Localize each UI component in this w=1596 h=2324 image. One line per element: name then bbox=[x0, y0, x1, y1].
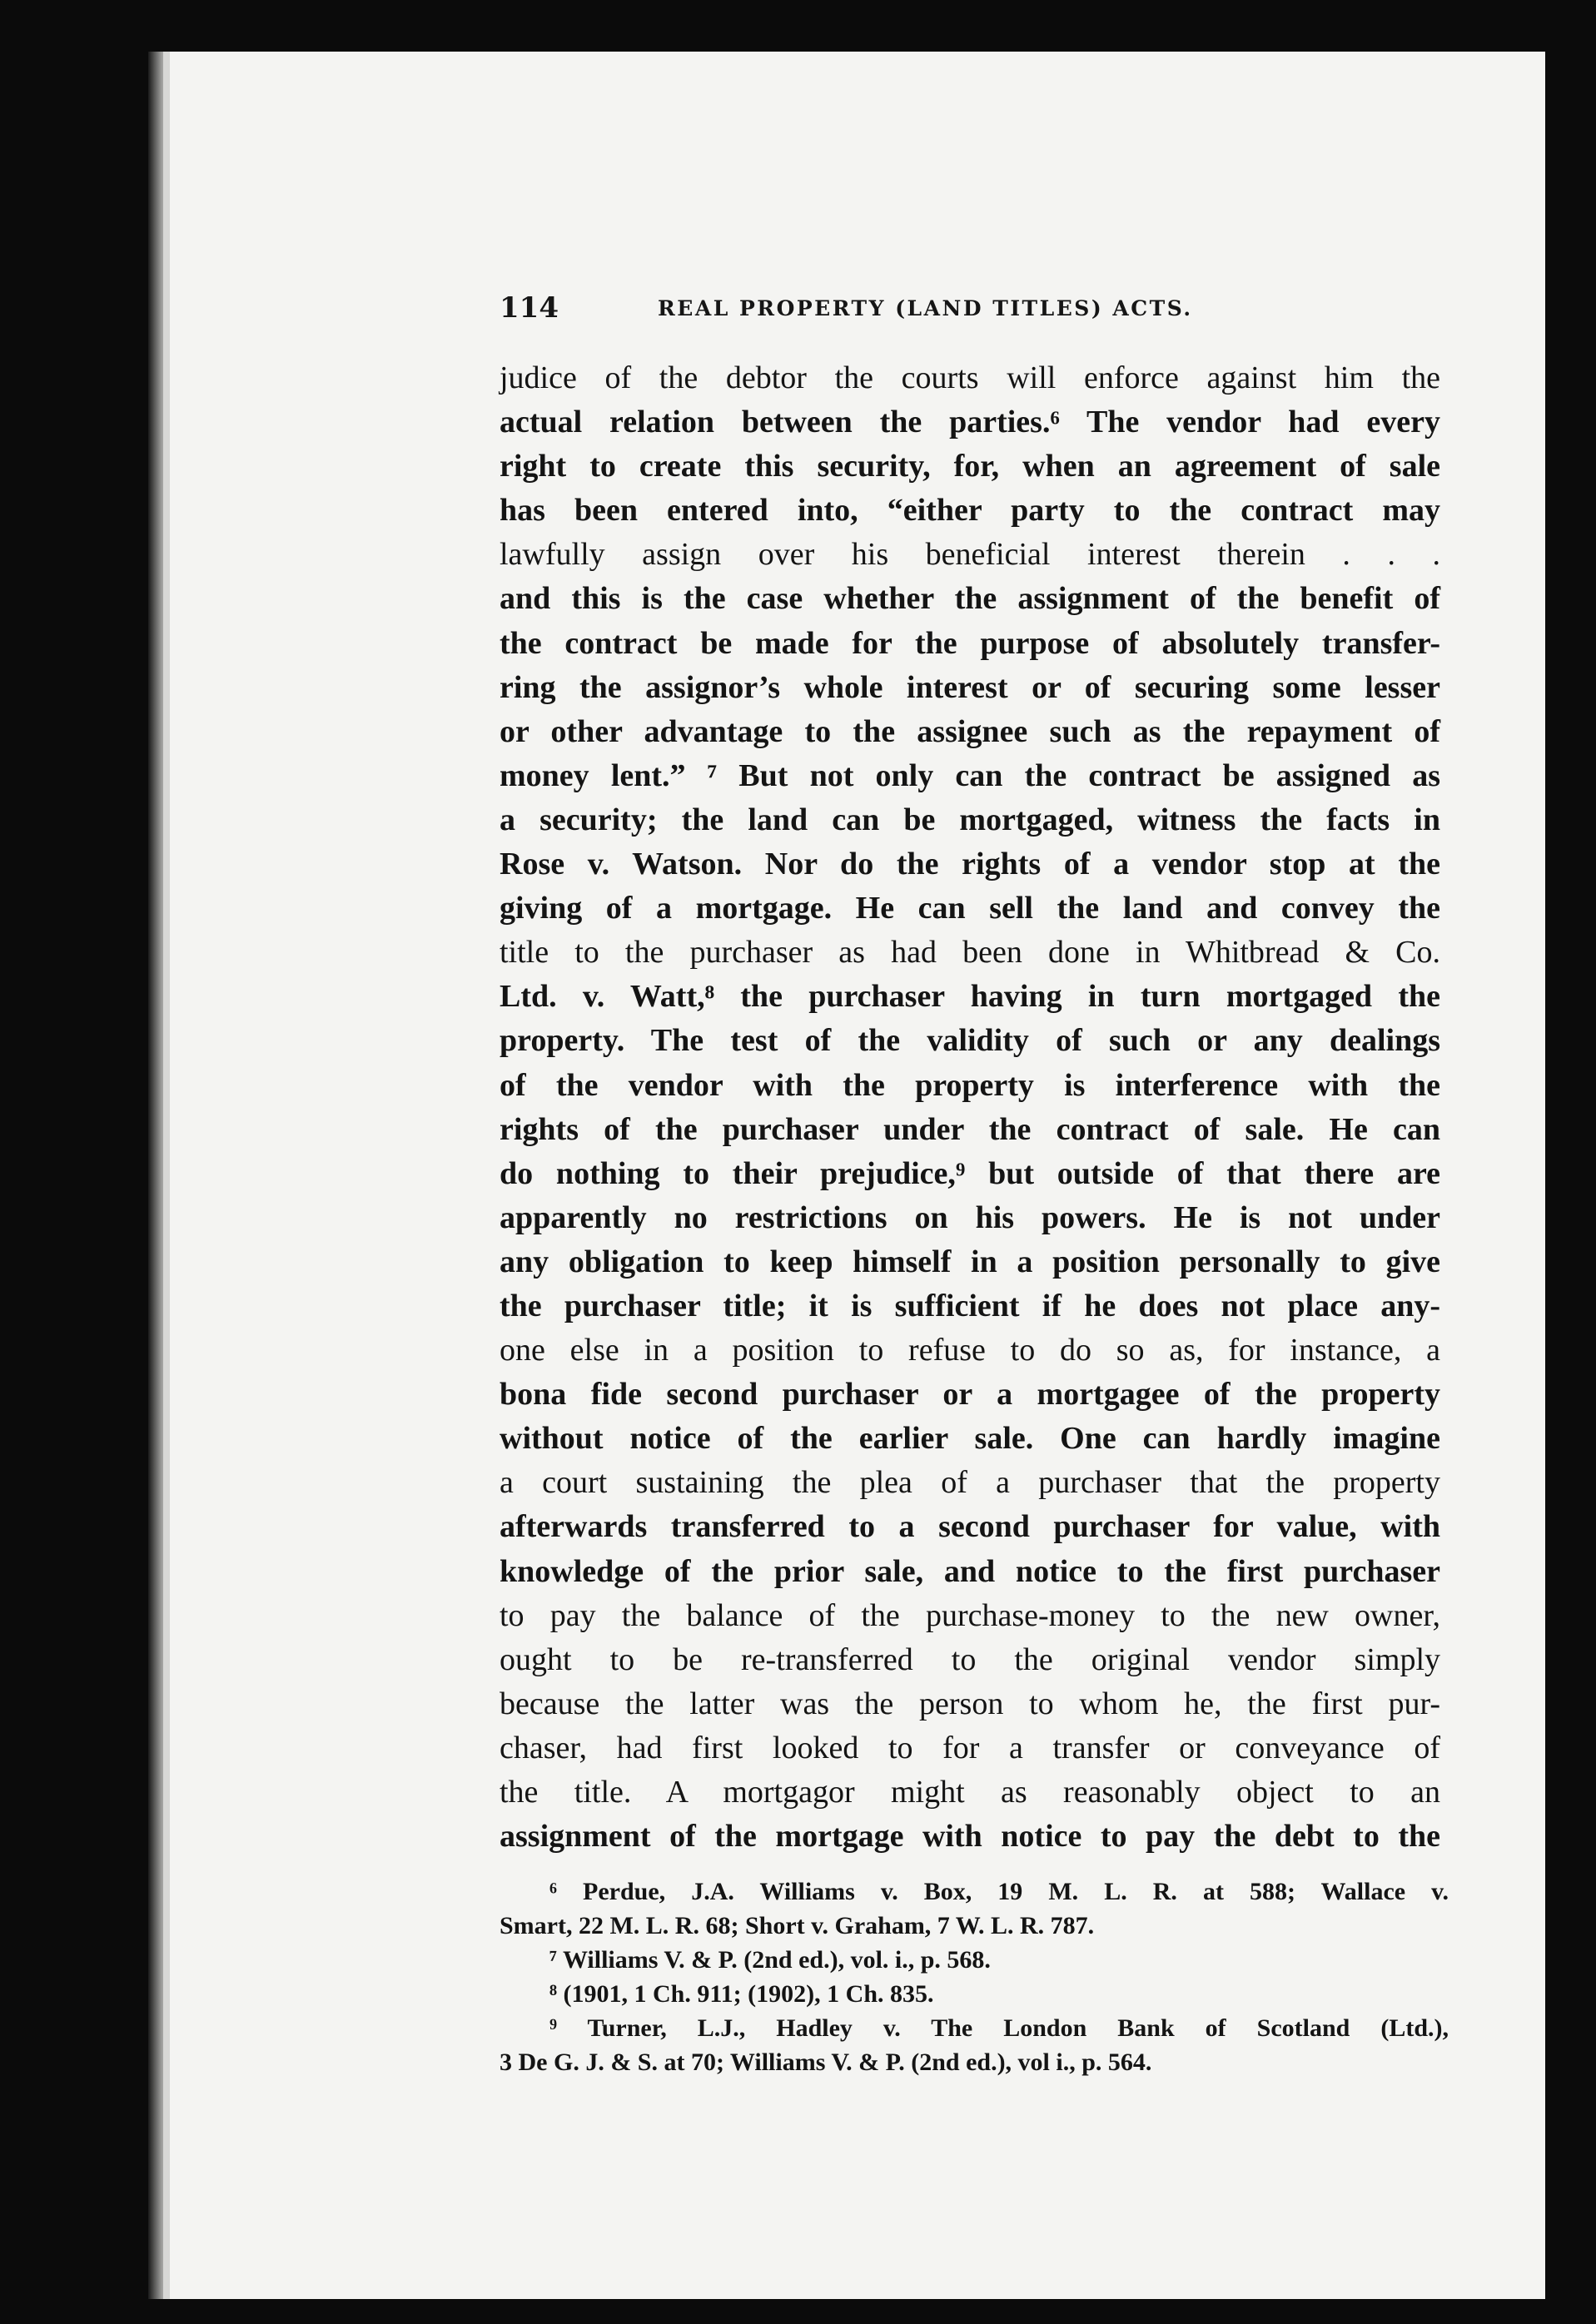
body-line: a security; the land can be mortgaged, witness the facts in bbox=[500, 802, 1440, 837]
body-line: title to the purchaser as had been done in Whitbread & Co. bbox=[500, 935, 1440, 971]
body-line: apparently no restrictions on his powers. He is not under bbox=[500, 1199, 1440, 1235]
footnote-line: ⁷ Williams V. & P. (2nd ed.), vol. i., p. 568. bbox=[549, 1946, 991, 1974]
footnote-line: ⁸ (1901, 1 Ch. 911; (1902), 1 Ch. 835. bbox=[549, 1980, 934, 2008]
body-line: the title. A mortgagor might as reasonably object to an bbox=[500, 1775, 1440, 1810]
running-head: REAL PROPERTY (LAND TITLES) ACTS. bbox=[658, 296, 1193, 320]
body-line: a court sustaining the plea of a purchaser that the property bbox=[500, 1465, 1440, 1501]
body-line: one else in a position to refuse to do so as, for instance, a bbox=[500, 1333, 1440, 1368]
body-line: and this is the case whether the assignment of the benefit of bbox=[500, 581, 1440, 617]
footnote-line: ⁹ Turner, L.J., Hadley v. The London Bank of Scotland (Ltd.), bbox=[549, 2014, 1449, 2042]
body-line: right to create this security, for, when an agreement of sale bbox=[500, 449, 1440, 484]
body-line: without notice of the earlier sale. One can hardly imagine bbox=[500, 1421, 1440, 1457]
body-line: do nothing to their prejudice,⁹ but outside of that there are bbox=[500, 1155, 1440, 1191]
body-line: giving of a mortgage. He can sell the land and convey the bbox=[500, 891, 1440, 926]
footnotes bbox=[500, 1875, 1449, 2079]
body-line: has been entered into, “either party to the contract may bbox=[500, 493, 1440, 529]
body-line: property. The test of the validity of such or any dealings bbox=[500, 1023, 1440, 1059]
body-line: judice of the debtor the courts will enforce against him the bbox=[500, 360, 1440, 395]
body-line: bona fide second purchaser or a mortgagee of the property bbox=[500, 1377, 1440, 1413]
body-line: rights of the purchaser under the contract of sale. He can bbox=[500, 1111, 1440, 1147]
footnote-line: Smart, 22 M. L. R. 68; Short v. Graham, 7 W. L. R. 787. bbox=[500, 1912, 1095, 1939]
body-line: or other advantage to the assignee such as the repayment of bbox=[500, 713, 1440, 749]
body-line: Ltd. v. Watt,⁸ the purchaser having in turn mortgaged the bbox=[500, 979, 1440, 1015]
body-line: afterwards transferred to a second purchaser for value, with bbox=[500, 1509, 1440, 1545]
body-line: actual relation between the parties.⁶ The vendor had every bbox=[500, 405, 1440, 440]
body-line: the purchaser title; it is sufficient if he does not place any- bbox=[500, 1288, 1440, 1323]
body-line: the contract be made for the purpose of absolutely transfer- bbox=[500, 625, 1440, 661]
footnote-line: 3 De G. J. & S. at 70; Williams V. & P. (2nd ed.), vol i., p. 564. bbox=[500, 2048, 1152, 2076]
page-header bbox=[500, 291, 1557, 333]
body-line: chaser, had first looked to for a transfer or conveyance of bbox=[500, 1730, 1440, 1765]
body-line: assignment of the mortgage with notice to pay the debt to the bbox=[500, 1819, 1440, 1855]
body-text bbox=[500, 356, 1440, 1859]
body-line: any obligation to keep himself in a position personally to give bbox=[500, 1244, 1440, 1279]
body-line: knowledge of the prior sale, and notice to the first purchaser bbox=[500, 1553, 1440, 1589]
body-line: money lent.” ⁷ But not only can the contract be assigned as bbox=[500, 757, 1440, 793]
body-line: to pay the balance of the purchase-money to the new owner, bbox=[500, 1597, 1440, 1633]
body-line: Rose v. Watson. Nor do the rights of a vendor stop at the bbox=[500, 847, 1440, 882]
body-line: of the vendor with the property is interference with the bbox=[500, 1067, 1440, 1103]
body-line: because the latter was the person to whom he, the first pur- bbox=[500, 1686, 1440, 1721]
page-number: 114 bbox=[500, 291, 559, 325]
body-line: lawfully assign over his beneficial interest therein . . . bbox=[500, 537, 1440, 573]
footnote-line: ⁶ Perdue, J.A. Williams v. Box, 19 M. L. R. at 588; Wallace v. bbox=[549, 1878, 1449, 1905]
body-line: ought to be re-transferred to the original vendor simply bbox=[500, 1641, 1440, 1677]
body-line: ring the assignor’s whole interest or of securing some lesser bbox=[500, 669, 1440, 705]
